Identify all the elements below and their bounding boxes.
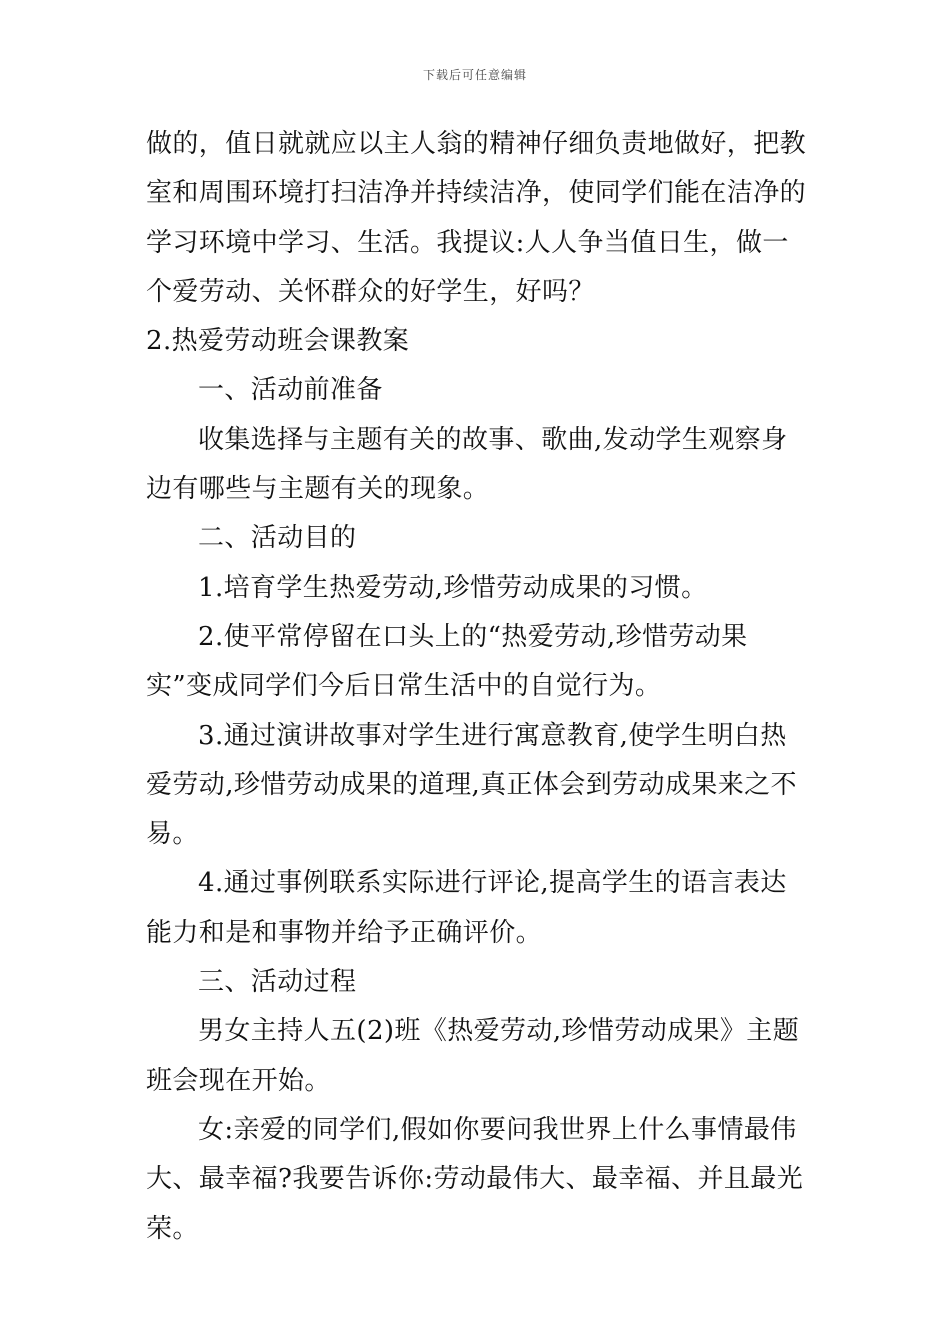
paragraph: 做的，值日就就应以主人翁的精神仔细负责地做好，把教室和周围环境打扫洁净并持续洁净，使同学们能在洁净的学习环境中学习、生活。我提议:人人争当值日生，做一个爱劳动、关怀群众的好学生，好吗？ — [146, 129, 807, 307]
list-item: 4.通过事例联系实际进行评论,提高学生的语言表达能力和是和事物并给予正确评价。 — [146, 868, 787, 948]
subsection-heading: 三、活动过程 — [198, 967, 357, 998]
subsection-heading: 一、活动前准备 — [198, 375, 383, 406]
list-item: 3.通过演讲故事对学生进行寓意教育,使学生明白热爱劳动,珍惜劳动成果的道理,真正体会到劳动成果来之不易。 — [146, 720, 797, 850]
page-header: 下载后可任意编辑 — [422, 68, 527, 82]
section-heading: 2.热爱劳动班会课教案 — [146, 326, 410, 357]
subsection-heading: 二、活动目的 — [198, 523, 357, 554]
paragraph: 男女主持人五(2)班《热爱劳动,珍惜劳动成果》主题班会现在开始。 — [146, 1016, 800, 1096]
paragraph: 收集选择与主题有关的故事、歌曲,发动学生观察身边有哪些与主题有关的现象。 — [146, 424, 788, 505]
paragraph: 女:亲爱的同学们,假如你要问我世界上什么事情最伟大、最幸福?我要告诉你:劳动最伟大、最幸福、并且最光荣。 — [146, 1114, 804, 1244]
list-item: 1.培育学生热爱劳动,珍惜劳动成果的习惯。 — [198, 572, 708, 603]
list-item: 2.使平常停留在口头上的“热爱劳动,珍惜劳动果实”变成同学们今后日常生活中的自觉行为。 — [146, 621, 748, 702]
document-body — [146, 120, 811, 1254]
